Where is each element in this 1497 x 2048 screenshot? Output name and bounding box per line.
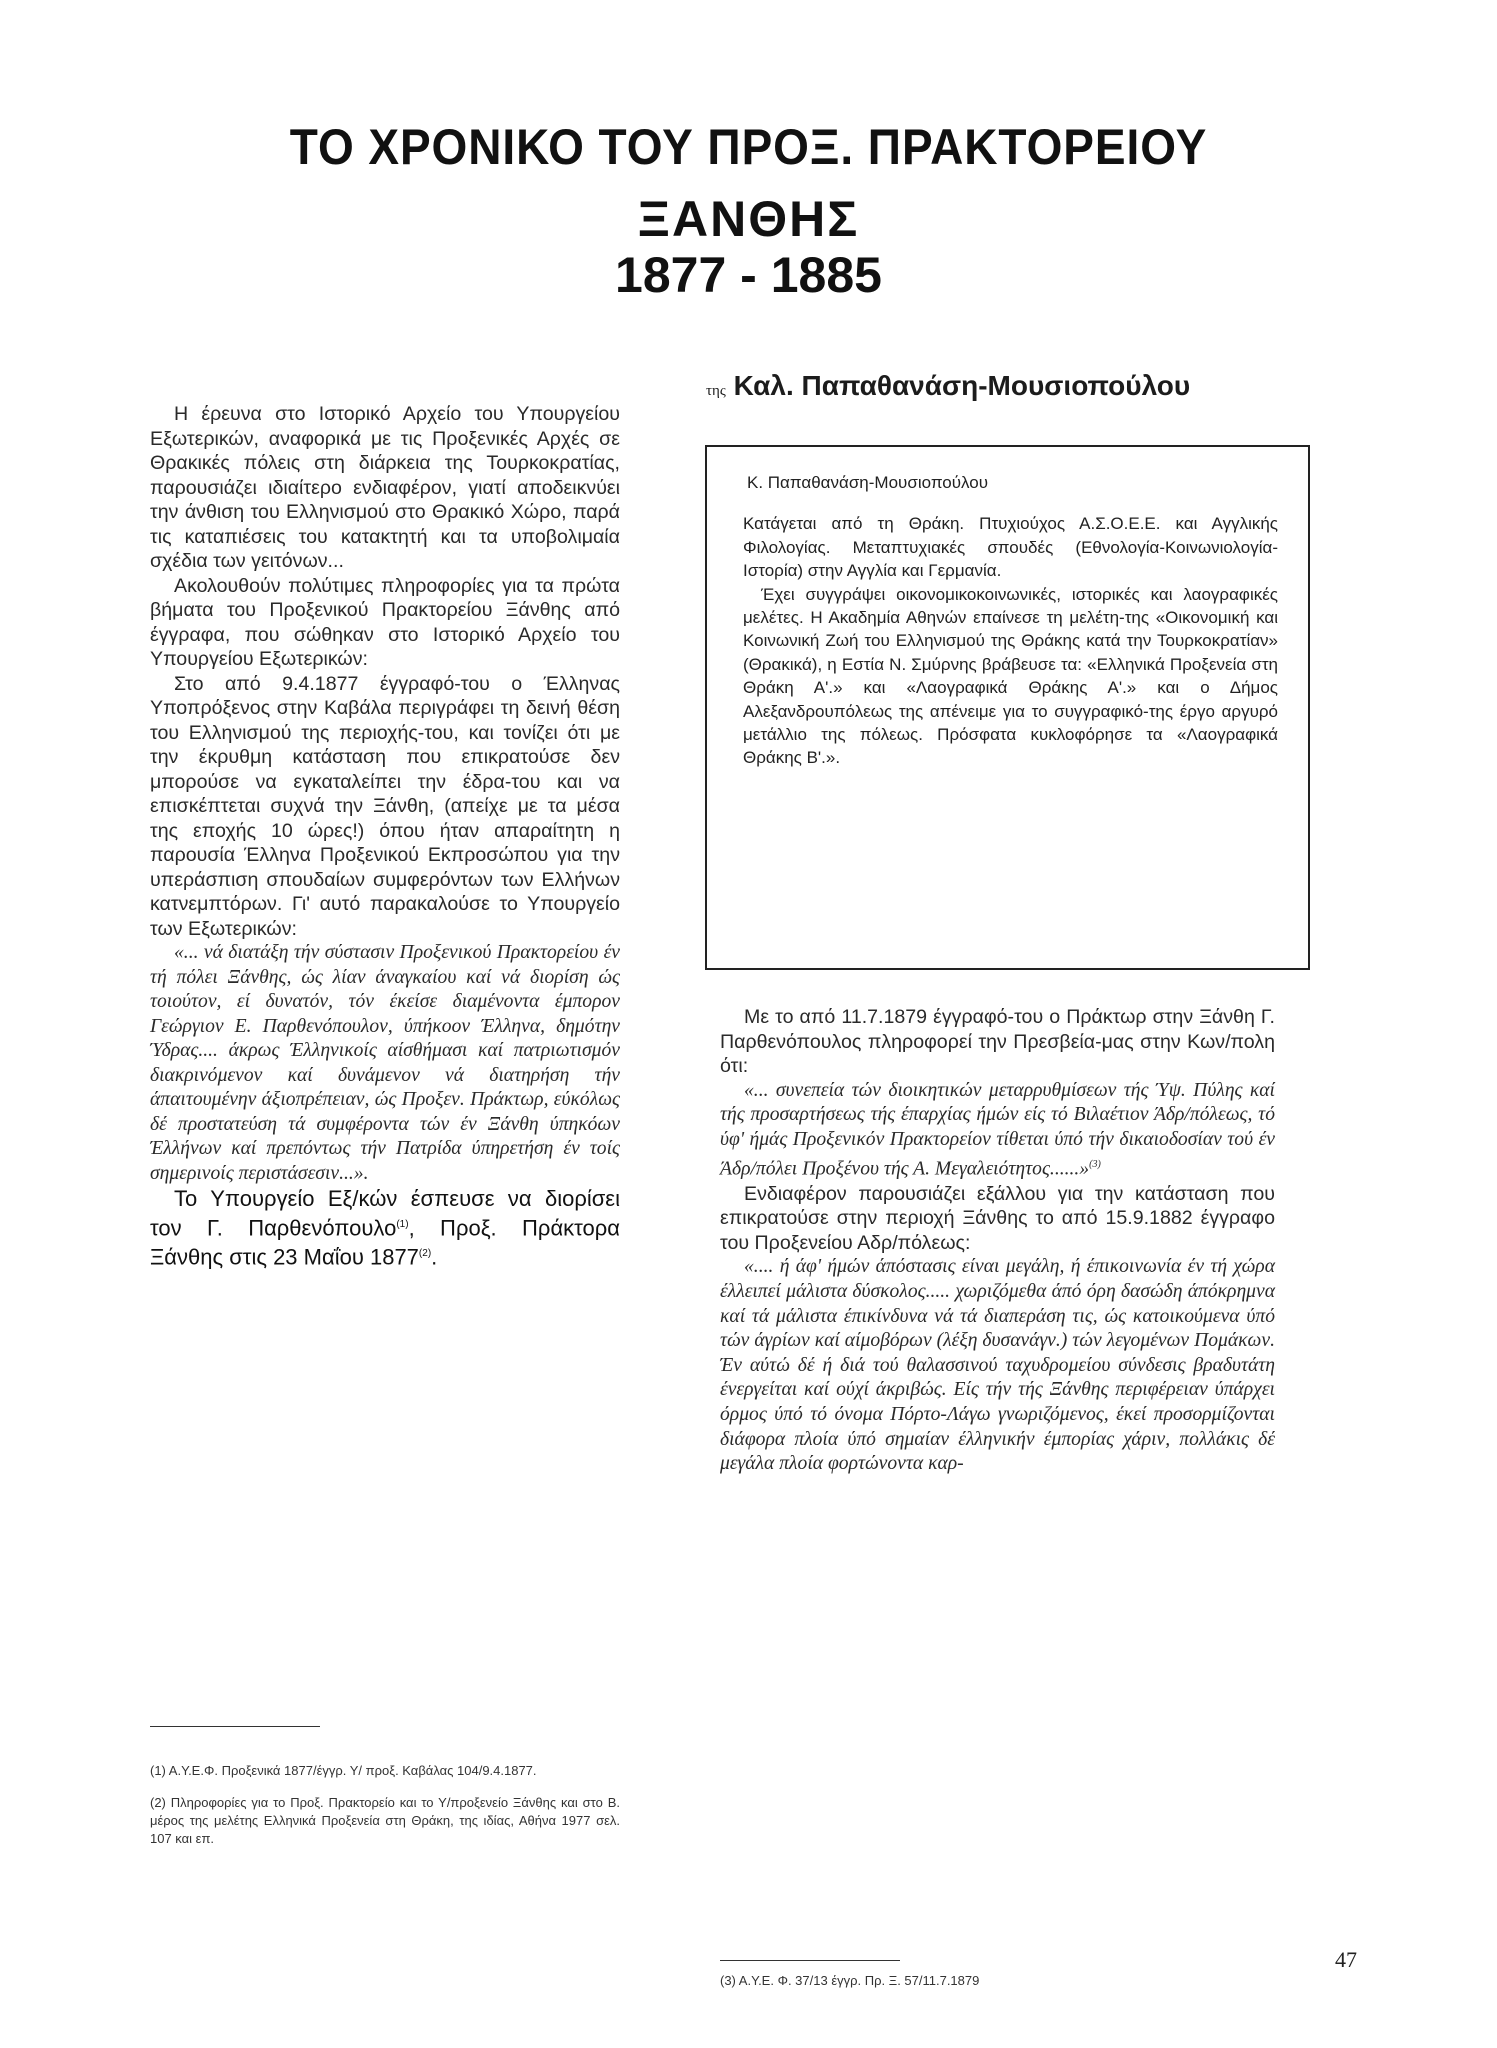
paragraph: Ακολουθούν πολύτιμες πληροφορίες για τα πρώτα βήματα του Προξενικού Πρακτορείου Ξάνθης από έγγραφα, που σώθηκαν στο Ιστορικό Αρχείο του Υπουργείου Εξωτερικών: xyxy=(150,574,620,670)
footnote-rule xyxy=(720,1960,900,1961)
footnotes-left xyxy=(150,1762,620,1862)
title-years: 1877 - 1885 xyxy=(615,247,882,303)
bio-paragraph: Κατάγεται από τη Θράκη. Πτυχιούχος Α.Σ.Ο.Ε.Ε. και Αγγλικής Φιλολογίας. Μεταπτυχιακές σπουδές (Εθνολογία-Κοινωνιολογία-Ιστορία) στην Αγγλία και Γερμανία. xyxy=(743,514,1278,581)
footnote-ref: (1) xyxy=(396,1219,409,1230)
author-name: Καλ. Παπαθανάση-Μουσιοπούλου xyxy=(733,370,1191,401)
quote-text: «... συνεπεία τών διοικητικών μεταρρυθμίσεων τής Ύψ. Πύλης καί τής προσαρτήσεως τής έπαρχίας ήμών είς τό Βιλαέτιον Άδρ/πόλεως, τό ύφ' ήμάς Προξενικόν Πρακτορείον τίθεται ύπό τήν δικαιοδοσίαν τού έν Άδρ/πόλει Προξένου τής Α. Μεγαλειότητος......» xyxy=(720,1079,1275,1180)
text: . xyxy=(431,1244,438,1270)
footnote-ref: (2) xyxy=(418,1248,432,1260)
footnote-rule xyxy=(150,1726,320,1727)
byline-prefix: της xyxy=(706,383,726,399)
footnote: (3) Α.Υ.Ε. Φ. 37/13 έγγρ. Πρ. Ξ. 57/11.7.1879 xyxy=(720,1973,980,1988)
byline xyxy=(706,370,1190,402)
bio-name: Κ. Παπαθανάση-Μουσιοπούλου xyxy=(747,473,989,492)
paragraph xyxy=(150,1186,620,1271)
footnote-ref: (3) xyxy=(1089,1158,1101,1170)
footnotes-right xyxy=(720,1972,1280,2004)
left-column xyxy=(150,402,620,1271)
footnote: (2) Πληροφορίες για το Προξ. Πρακτορείο και το Υ/προξενείο Ξάνθης και στο Β. μέρος της μελέτης Ελληνικά Προξενεία στη Θράκη, της ιδίας, Αθήνα 1977 σελ. 107 και επ. xyxy=(150,1795,620,1846)
quote: «.... ή άφ' ήμών άπόστασις είναι μεγάλη, ή έπικοινωνία έν τή χώρα έλλειπεί μάλιστα δύσκολος..... χωριζόμεθα άπό όρη δασώδη άπόκρημνα καί τά μάλιστα έπικίνδυνα νά τά διαπεράση τις, ώς κατοικούμενα ύπό τών άγρίων καί αίμοβόρων (λέξη δυσανάγν.) τών λεγομένων Πομάκων. Έν αύτώ δέ ή διά τού θαλασσινού ταχυδρομείου σύνδεσις βραδυτάτη ένεργείται καί ούχί άκριβώς. Είς τήν τής Ξάνθης περιφέρειαν ύπάρχει όρμος ύπό τό όνομα Πόρτο-Λάγω γνωριζόμενος, έκεί προσορμίζονται διάφορα πλοία ύπό σημαίαν έλληνικήν έμπορίας χάριν, πολλάκις δέ μεγάλα πλοία φορτώνοντα καρ- xyxy=(720,1256,1275,1475)
right-column xyxy=(720,1005,1275,1477)
paragraph: Στο από 9.4.1877 έγγραφό-του ο Έλληνας Υποπρόξενος στην Καβάλα περιγράφει τη δεινή θέση του Ελληνισμού της περιοχής-του, και τονίζει ότι με την έκρυθμη κατάσταση που επικρατούσε δεν μπορούσε να εγκαταλείπει την έδρα-του και να επισκέπτεται συχνά την Ξάνθη, (απείχε με τα μέσα της εποχής 10 ώρες!) όπου ήταν απαραίτητη η παρουσία Έλληνα Προξενικού Εκπροσώπου για την υπεράσπιση σπουδαίων συμφερόντων των Ελλήνων κατνεμπτόρων. Γι' αυτό παρακαλούσε το Υπουργείο των Εξωτερικών: xyxy=(150,672,620,940)
text: , Προξ. Πράκτορα Ξάνθης στις 23 Μαΐου 1877 xyxy=(150,1215,621,1270)
text: Το Υπουργείο Εξ/κών έσπευσε να διορίσει τον Γ. Παρθενόπουλο xyxy=(150,1186,620,1241)
footnote: (1) Α.Υ.Ε.Φ. Προξενικά 1877/έγγρ. Υ/ προξ. Καβάλας 104/9.4.1877. xyxy=(150,1763,537,1778)
title-line-1: ΤΟ ΧΡΟΝΙΚΟ ΤΟΥ ΠΡΟΞ. ΠΡΑΚΤΟΡΕΙΟΥ xyxy=(289,119,1208,175)
paragraph: Με το από 11.7.1879 έγγραφό-του ο Πράκτωρ στην Ξάνθη Γ. Παρθενόπουλος πληροφορεί την Πρεσβεία-μας στην Κων/πολη ότι: xyxy=(720,1006,1275,1078)
quote: «... νά διατάξη τήν σύστασιν Προξενικού Πρακτορείου έν τή πόλει Ξάνθης, ώς λίαν άναγκαίου καί νά διορίση ώς τοιούτον, εί δυνατόν, τόν έκείσε διαμένοντα έμπορον Γεώργιον Ε. Παρθενόπουλον, ύπήκοον Έλληνα, δημότην Ύδρας.... άκρως Έλληνικοίς αίσθήμασι καί πατριωτισμόν διακρινόμενον καί δυνάμενον νά διατηρήση τήν άπαιτουμένην άξιοπρέπειαν, ώς Προξεν. Πράκτωρ, εύκόλως δέ προστατεύση τά συμφέροντα τών έν Ξάνθη ύπηκόων Έλλήνων καί πρεπόντως τήν Πατρίδα ύπηρετήση έν τοίς σημερινοίς περιστάσεσιν...». xyxy=(150,942,620,1184)
title-line-2: ΞΑΝΘΗΣ xyxy=(637,191,860,247)
page-number: 47 xyxy=(1335,1947,1357,1972)
paragraph: Ενδιαφέρον παρουσιάζει εξάλλου για την κατάσταση που επικρατούσε στην περιοχή Ξάνθης το από 15.9.1882 έγγραφο του Προξενείου Αδρ/πόλεως: xyxy=(720,1182,1275,1254)
author-bio-box xyxy=(705,445,1310,970)
paragraph: Η έρευνα στο Ιστορικό Αρχείο του Υπουργείου Εξωτερικών, αναφορικά με τις Προξενικές Αρχές σε Θρακικές πόλεις στη διάρκεια της Τουρκοκρατίας, παρουσιάζει ιδιαίτερο ενδιαφέρον, γιατί αποδεικνύει την άνθιση του Ελληνισμού στο Θρακικό Χώρο, παρά τις καταπιέσεις του κατακτητή και τα υποβολιμαία σχέδια των γειτόνων... xyxy=(150,403,620,572)
quote xyxy=(720,1079,1275,1182)
bio-paragraph: Έχει συγγράψει οικονομικοκοινωνικές, ιστορικές και λαογραφικές μελέτες. Η Ακαδημία Αθηνών επαίνεσε τη μελέτη-της «Οικονομική και Κοινωνική Ζωή του Ελληνισμού της Θράκης κατά την Τουρκοκρατίαν» (Θρακικά), η Εστία Ν. Σμύρνης βράβευσε τα: «Ελληνικά Προξενεία στη Θράκη Α'.» και «Λαογραφικά Θράκης Α'.» και ο Δήμος Αλεξανδρουπόλεως της απένειμε για το συγγραφικό-της έργο αργυρό μετάλλιο της πόλεως. Πρόσφατα κυκλοφόρησε τα «Λαογραφικά Θράκης Β'.». xyxy=(743,584,1278,768)
